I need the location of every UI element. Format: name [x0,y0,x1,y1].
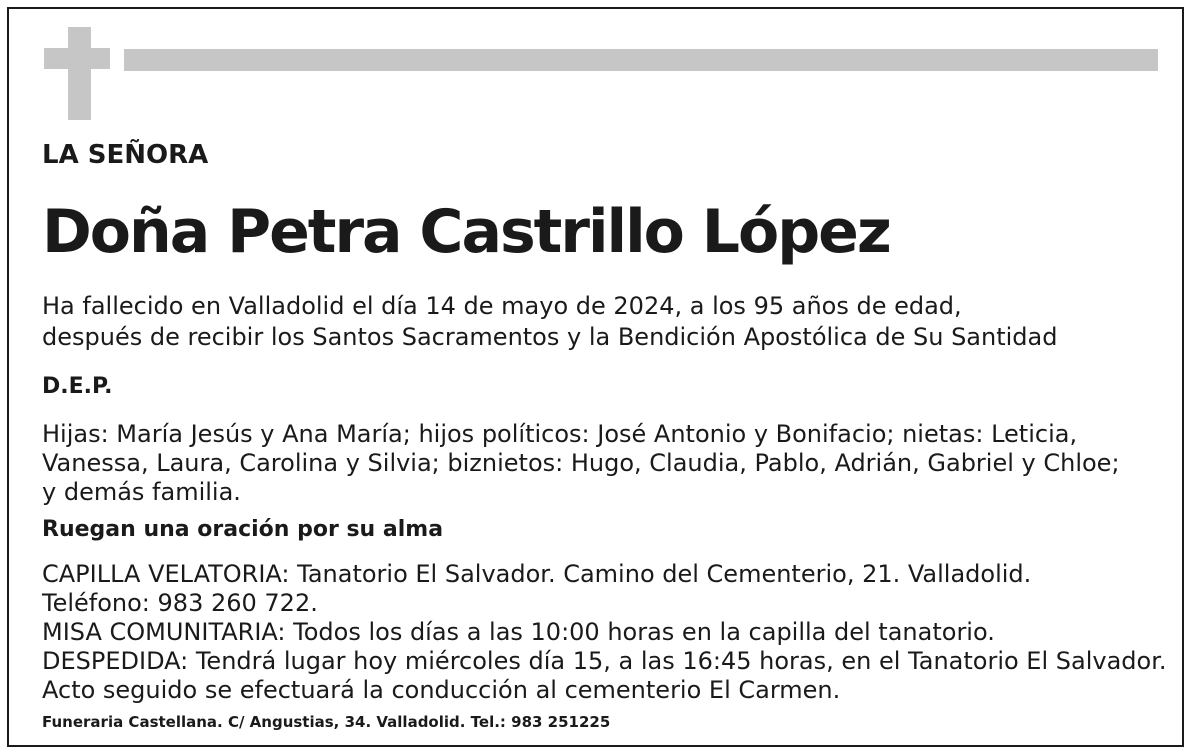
prayer-request: Ruegan una oración por su alma [42,517,444,542]
announcement-line-2: después de recibir los Santos Sacramentos y la Bendición Apostólica de Su Santidad [42,323,1058,351]
announcement-line-1: Ha fallecido en Valladolid el día 14 de mayo de 2024, a los 95 años de edad, [42,292,962,320]
details-line-5: Acto seguido se efectuará la conducción al cementerio El Carmen. [42,676,841,704]
details-line-2: Teléfono: 983 260 722. [42,589,318,617]
family-line-3: y demás familia. [42,478,241,506]
details-line-4: DESPEDIDA: Tendrá lugar hoy miércoles día 15, a las 16:45 horas, en el Tanatorio El Salvador. [42,647,1167,675]
funeral-home-footer: Funeraria Castellana. C/ Angustias, 34. Valladolid. Tel.: 983 251225 [42,713,611,731]
details-line-1: CAPILLA VELATORIA: Tanatorio El Salvador. Camino del Cementerio, 21. Valladolid. [42,560,1032,588]
deceased-name: Doña Petra Castrillo López [42,197,890,267]
dep-label: D.E.P. [42,374,113,399]
family-line-1: Hijas: María Jesús y Ana María; hijos políticos: José Antonio y Bonifacio; nietas: Leticia, [42,420,1078,448]
family-line-2: Vanessa, Laura, Carolina y Silvia; biznietos: Hugo, Claudia, Pablo, Adrián, Gabriel y Chloe; [42,449,1120,477]
cross-vertical-bar [68,27,91,120]
details-line-3: MISA COMUNITARIA: Todos los días a las 10:00 horas en la capilla del tanatorio. [42,618,995,646]
decorative-header-bar [124,49,1158,71]
cross-horizontal-bar [44,48,110,69]
salutation: LA SEÑORA [42,140,209,170]
